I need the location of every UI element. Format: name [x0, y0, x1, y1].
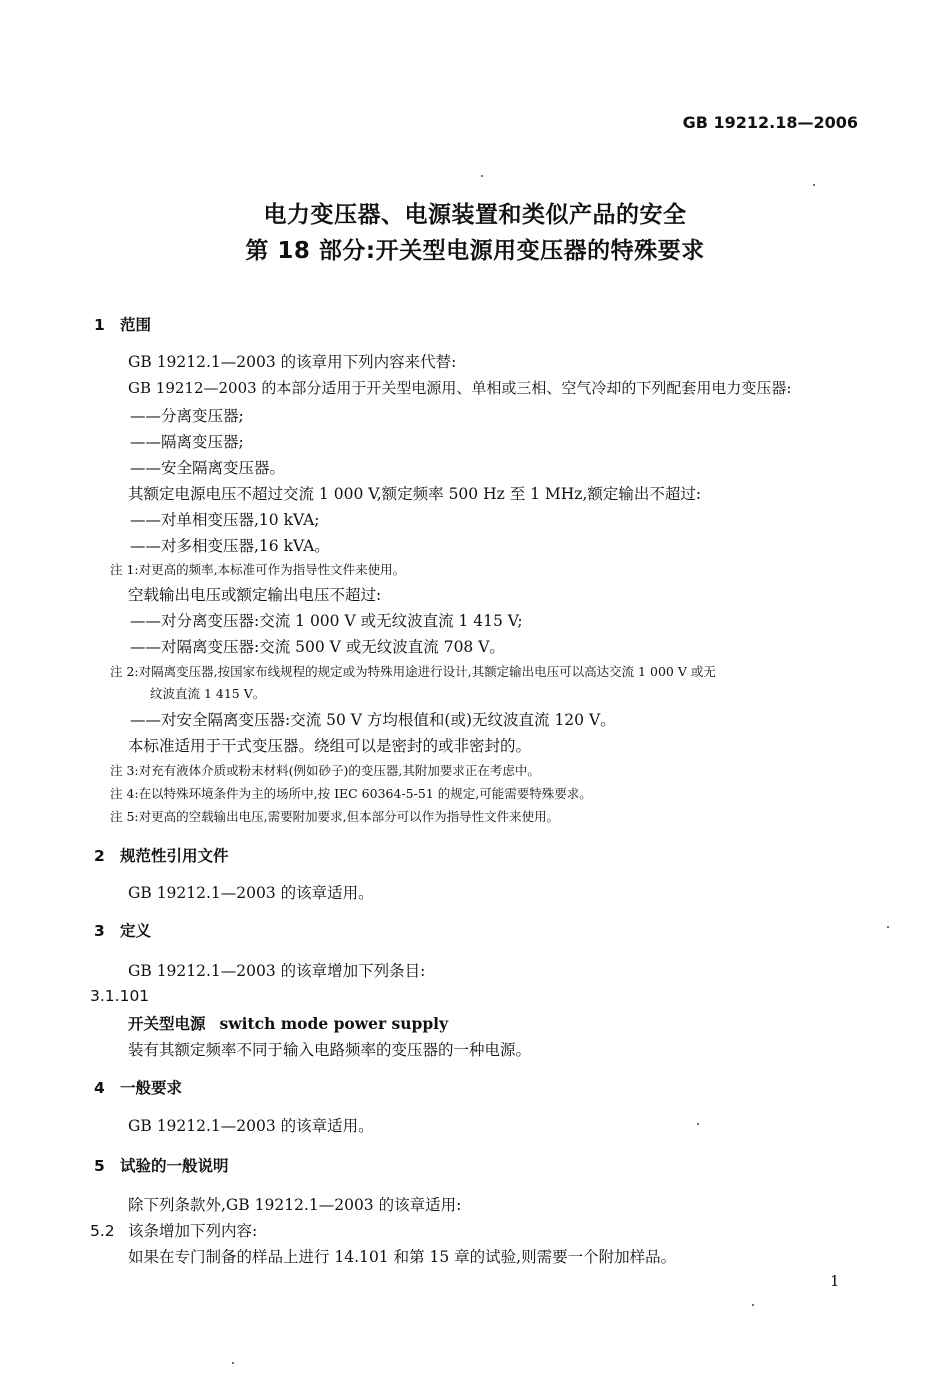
note: 注 5:对更高的空载输出电压,需要附加要求,但本部分可以作为指导性文件来使用。 [110, 809, 560, 824]
section-5-heading [94, 1154, 229, 1176]
list-item: ——对单相变压器,10 kVA; [130, 511, 320, 529]
clause-number: 3.1.101 [90, 987, 150, 1005]
section-number: 4 [94, 1079, 105, 1097]
section-1-heading [94, 313, 151, 335]
section-title: 一般要求 [120, 1079, 183, 1097]
note: 注 4:在以特殊环境条件为主的场所中,按 IEC 60364-5-51 的规定,可能需要特殊要求。 [110, 786, 592, 801]
paragraph: 除下列条款外,GB 19212.1—2003 的该章适用: [128, 1196, 462, 1214]
note-continuation: 纹波直流 1 415 V。 [150, 686, 266, 701]
paragraph: GB 19212.1—2003 的该章适用。 [128, 884, 374, 902]
paragraph: GB 19212—2003 的本部分适用于开关型电源用、单相或三相、空气冷却的下列配套用电力变压器: [128, 379, 792, 397]
scan-speck [887, 926, 889, 928]
section-number: 2 [94, 847, 105, 865]
list-item: ——对分离变压器:交流 1 000 V 或无纹波直流 1 415 V; [130, 612, 523, 630]
section-title: 规范性引用文件 [120, 847, 229, 865]
scan-speck [481, 175, 483, 177]
clause-text: 该条增加下列内容: [128, 1222, 258, 1240]
scan-speck [697, 1123, 699, 1125]
term [128, 1012, 448, 1034]
term-chinese: 开关型电源 [128, 1015, 206, 1033]
clause-number: 5.2 [90, 1222, 115, 1240]
definition: 装有其额定频率不同于输入电路频率的变压器的一种电源。 [128, 1041, 532, 1059]
list-item: ——对安全隔离变压器:交流 50 V 方均根值和(或)无纹波直流 120 V。 [130, 711, 616, 729]
paragraph: 如果在专门制备的样品上进行 14.101 和第 15 章的试验,则需要一个附加样品。 [128, 1248, 677, 1266]
paragraph: 其额定电源电压不超过交流 1 000 V,额定频率 500 Hz 至 1 MHz,额定输出不超过: [128, 485, 702, 503]
scan-speck [813, 184, 815, 186]
title-line-1: 电力变压器、电源装置和类似产品的安全 [263, 202, 687, 228]
section-title: 定义 [120, 922, 152, 940]
scan-speck [752, 1304, 754, 1306]
note: 注 3:对充有液体介质或粉末材料(例如砂子)的变压器,其附加要求正在考虑中。 [110, 763, 540, 778]
section-4-heading [94, 1076, 182, 1098]
section-title: 范围 [120, 316, 152, 334]
scan-speck [232, 1362, 234, 1364]
title-line-2: 第 18 部分:开关型电源用变压器的特殊要求 [245, 238, 705, 264]
note: 注 1:对更高的频率,本标准可作为指导性文件来使用。 [110, 562, 406, 577]
page-number: 1 [830, 1272, 840, 1290]
paragraph: 本标准适用于干式变压器。绕组可以是密封的或非密封的。 [128, 737, 532, 755]
section-number: 5 [94, 1157, 105, 1175]
paragraph: GB 19212.1—2003 的该章用下列内容来代替: [128, 353, 457, 371]
term-english: switch mode power supply [219, 1014, 449, 1033]
section-number: 3 [94, 922, 105, 940]
note: 注 2:对隔离变压器,按国家布线规程的规定或为特殊用途进行设计,其额定输出电压可以高达交流 1 000 V 或无 [110, 664, 716, 679]
section-number: 1 [94, 316, 105, 334]
clause [90, 1219, 257, 1241]
paragraph: 空载输出电压或额定输出电压不超过: [128, 586, 382, 604]
section-3-heading [94, 919, 151, 941]
list-item: ——隔离变压器; [130, 433, 244, 451]
standard-number: GB 19212.18—2006 [682, 113, 858, 132]
list-item: ——对多相变压器,16 kVA。 [130, 537, 330, 555]
paragraph: GB 19212.1—2003 的该章适用。 [128, 1117, 374, 1135]
list-item: ——分离变压器; [130, 407, 244, 425]
paragraph: GB 19212.1—2003 的该章增加下列条目: [128, 962, 426, 980]
list-item: ——对隔离变压器:交流 500 V 或无纹波直流 708 V。 [130, 638, 505, 656]
section-2-heading [94, 844, 229, 866]
list-item: ——安全隔离变压器。 [130, 459, 286, 477]
section-title: 试验的一般说明 [120, 1157, 229, 1175]
